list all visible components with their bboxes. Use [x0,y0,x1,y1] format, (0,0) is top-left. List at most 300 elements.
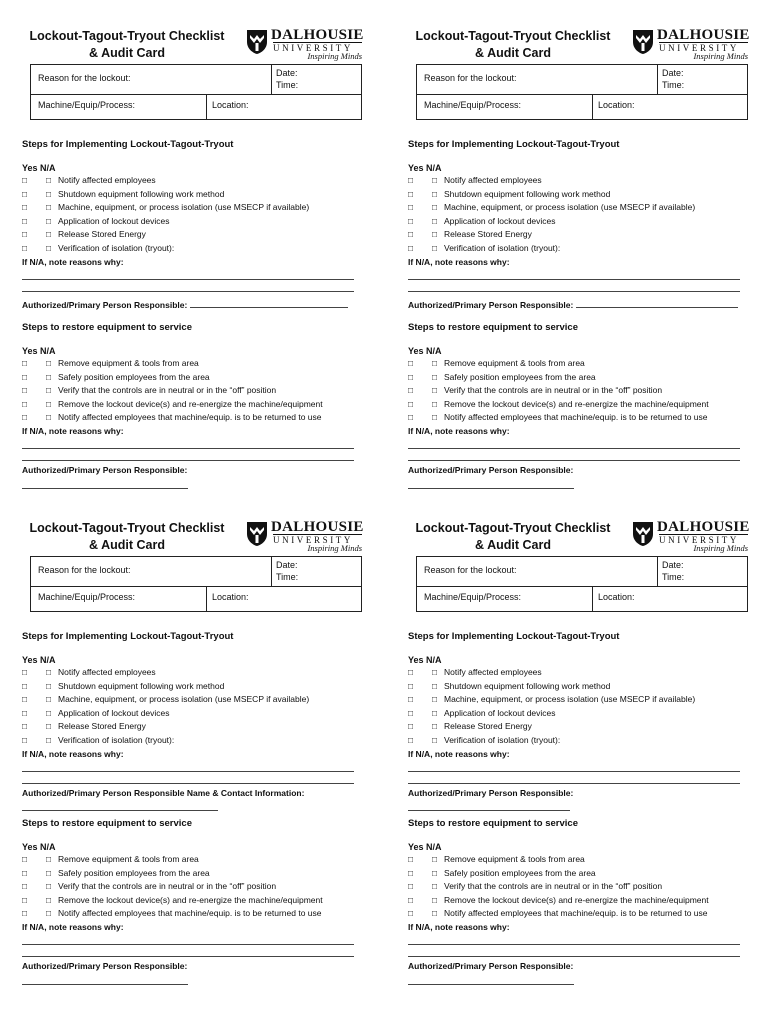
signature-line[interactable] [408,810,570,811]
yes-checkbox[interactable]: □ [22,734,28,745]
restore-section [408,322,748,489]
na-checkbox[interactable]: □ [46,229,52,240]
lockout-info-box [30,64,362,120]
logo-tagline: Inspiring Minds [693,51,748,61]
na-checkbox[interactable]: □ [46,188,52,199]
authorized-label-text: Authorized/Primary Person Responsible: [408,299,574,310]
na-checkbox[interactable]: □ [46,881,52,892]
step-text: Machine, equipment, or process isolation (use MSECP if available) [58,202,310,213]
step-text: Release Stored Energy [444,229,532,240]
checklist-item [408,174,748,188]
restore-heading: Steps to restore equipment to service [22,322,192,333]
yes-checkbox[interactable]: □ [408,894,414,905]
na-checkbox[interactable]: □ [46,667,52,677]
na-checkbox[interactable]: □ [432,721,438,732]
logo-university: UNIVERSITY [659,534,748,545]
machine-field[interactable] [424,100,521,110]
reason-line[interactable] [408,944,740,945]
na-reasons-label: If N/A, note reasons why: [22,748,124,759]
step-text: Machine, equipment, or process isolation (use MSECP if available) [444,694,696,705]
restore-section [408,818,748,985]
na-checkbox[interactable]: □ [46,412,52,423]
yes-checkbox[interactable]: □ [22,707,28,718]
checklist-item [408,680,748,694]
na-checkbox[interactable]: □ [432,680,438,691]
step-text: Verify that the controls are in neutral or in the “off” position [58,385,277,396]
step-text: Remove equipment & tools from area [58,358,199,368]
authorized-label: Authorized/Primary Person Responsible: [22,960,188,971]
na-checkbox[interactable]: □ [432,894,438,905]
na-checkbox[interactable]: □ [46,175,52,185]
checklist-item [408,894,748,908]
signature-line[interactable] [190,298,348,308]
signature-line[interactable] [408,984,574,985]
checklist-item [22,384,362,398]
na-checkbox[interactable]: □ [432,734,438,745]
yes-checkbox[interactable]: □ [408,385,414,396]
machine-field[interactable] [38,100,135,110]
university-logo [246,520,362,552]
step-text: Release Stored Energy [444,721,532,732]
authorized-contact-label: Authorized/Primary Person Responsible Name & Contact Information: [22,787,305,798]
na-checkbox[interactable]: □ [46,371,52,382]
machine-field[interactable] [424,592,521,602]
na-checkbox[interactable]: □ [432,175,438,185]
yes-checkbox[interactable]: □ [408,412,414,423]
checklist-item [22,188,362,202]
step-text: Notify affected employees that machine/equip. is to be returned to use [58,412,322,423]
time-label: Time: [276,80,299,90]
university-shield-icon [632,29,654,55]
reason-line[interactable] [22,956,354,957]
authorized-label: Authorized/Primary Person Responsible: [408,960,574,971]
step-text: Verification of isolation (tryout): [58,242,175,253]
yes-checkbox[interactable]: □ [408,881,414,892]
checklist-item [22,894,362,908]
checklist-item [408,907,748,921]
location-label: Location: [598,592,635,602]
checklist-item [22,680,362,694]
yes-checkbox[interactable]: □ [22,908,28,919]
step-text: Verification of isolation (tryout): [58,734,175,745]
reason-label: Reason for the lockout: [38,73,131,83]
reason-label: Reason for the lockout: [38,565,131,575]
step-text: Safely position employees from the area [444,867,596,878]
title-line-1: Lockout-Tagout-Tryout Checklist [415,521,611,535]
yes-checkbox[interactable]: □ [22,188,28,199]
date-label: Date: [276,68,298,78]
na-checkbox[interactable]: □ [46,867,52,878]
na-reasons-label: If N/A, note reasons why: [22,425,124,436]
yes-na-header: Yes N/A [408,655,442,665]
card-title [408,520,618,554]
logo-university: UNIVERSITY [273,42,362,53]
na-checkbox[interactable]: □ [46,215,52,226]
date-time-field[interactable] [276,559,298,583]
na-checkbox[interactable]: □ [432,867,438,878]
step-text: Release Stored Energy [58,229,146,240]
na-checkbox[interactable]: □ [432,242,438,253]
date-time-field[interactable] [276,67,298,91]
audit-card [408,520,748,1000]
na-checkbox[interactable]: □ [46,202,52,213]
logo-name: DALHOUSIE [657,27,750,43]
lockout-info-box [30,556,362,612]
restore-heading: Steps to restore equipment to service [408,818,578,829]
yes-checkbox[interactable]: □ [22,867,28,878]
step-text: Notify affected employees [444,667,542,677]
na-checkbox[interactable]: □ [46,358,52,368]
step-text: Machine, equipment, or process isolation (use MSECP if available) [444,202,696,213]
checklist-item [408,411,748,425]
university-shield-icon [246,521,268,547]
date-label: Date: [662,560,684,570]
authorized-label: Authorized/Primary Person Responsible: [22,464,188,475]
yes-checkbox[interactable]: □ [22,398,28,409]
na-checkbox[interactable]: □ [46,721,52,732]
yes-checkbox[interactable]: □ [408,667,414,677]
reason-line[interactable] [22,783,354,784]
card-title [22,28,232,62]
reason-line[interactable] [408,291,740,292]
location-label: Location: [598,100,635,110]
machine-label: Machine/Equip/Process: [38,592,136,602]
university-logo [632,28,748,60]
step-text: Application of lockout devices [444,215,556,226]
reason-line[interactable] [408,279,740,280]
reason-field[interactable] [38,565,131,575]
reason-line[interactable] [408,956,740,957]
reason-field[interactable] [424,565,517,575]
yes-checkbox[interactable]: □ [408,398,414,409]
yes-checkbox[interactable]: □ [22,215,28,226]
yes-checkbox[interactable]: □ [22,854,28,864]
checklist-item [22,880,362,894]
implementation-section [408,631,748,811]
checklist-item [22,411,362,425]
na-checkbox[interactable]: □ [432,881,438,892]
restore-heading: Steps to restore equipment to service [408,322,578,333]
reason-field[interactable] [424,73,517,83]
checklist-item [22,720,362,734]
yes-checkbox[interactable]: □ [408,202,414,213]
na-checkbox[interactable]: □ [432,854,438,864]
yes-checkbox[interactable]: □ [22,358,28,368]
time-label: Time: [662,572,685,582]
step-text: Verify that the controls are in neutral or in the “off” position [444,385,663,396]
na-checkbox[interactable]: □ [432,398,438,409]
implementation-section [22,139,362,310]
na-checkbox[interactable]: □ [432,371,438,382]
reason-line[interactable] [408,460,740,461]
title-line-1: Lockout-Tagout-Tryout Checklist [29,29,225,43]
signature-line[interactable] [22,488,188,489]
reason-label: Reason for the lockout: [424,73,517,83]
checklist-item [22,867,362,881]
checklist-item [22,242,362,256]
step-text: Remove equipment & tools from area [444,358,585,368]
implementation-section [408,139,748,310]
yes-checkbox[interactable]: □ [408,229,414,240]
yes-checkbox[interactable]: □ [22,721,28,732]
yes-checkbox[interactable]: □ [22,667,28,677]
card-title [22,520,232,554]
audit-card [408,28,748,508]
yes-checkbox[interactable]: □ [408,215,414,226]
logo-tagline: Inspiring Minds [693,543,748,553]
na-checkbox[interactable]: □ [432,667,438,677]
university-logo [246,28,362,60]
step-text: Notify affected employees [58,175,156,185]
signature-line[interactable] [576,298,738,308]
logo-university: UNIVERSITY [659,42,748,53]
step-text: Verification of isolation (tryout): [444,734,561,745]
university-shield-icon [246,29,268,55]
location-field[interactable] [212,592,249,602]
restore-heading: Steps to restore equipment to service [22,818,192,829]
yes-checkbox[interactable]: □ [408,175,414,185]
step-text: Notify affected employees that machine/equip. is to be returned to use [444,908,708,919]
step-text: Remove the lockout device(s) and re-energize the machine/equipment [444,398,709,409]
checklist-item [408,734,748,748]
step-text: Release Stored Energy [58,721,146,732]
yes-na-header: Yes N/A [408,163,442,173]
yes-checkbox[interactable]: □ [408,908,414,919]
na-checkbox[interactable]: □ [432,707,438,718]
location-field[interactable] [212,100,249,110]
audit-card [22,520,362,1000]
implementation-heading: Steps for Implementing Lockout-Tagout-Tryout [408,139,620,150]
implementation-heading: Steps for Implementing Lockout-Tagout-Tryout [408,631,620,642]
yes-na-header: Yes N/A [408,346,442,356]
step-text: Shutdown equipment following work method [58,188,225,199]
yes-checkbox[interactable]: □ [408,867,414,878]
yes-checkbox[interactable]: □ [22,202,28,213]
na-checkbox[interactable]: □ [432,202,438,213]
reason-line[interactable] [22,291,354,292]
checklist-item [408,357,748,371]
title-line-2: & Audit Card [89,538,165,552]
step-text: Remove equipment & tools from area [58,854,199,864]
checklist-item [408,666,748,680]
yes-checkbox[interactable]: □ [408,707,414,718]
signature-line[interactable] [408,488,574,489]
checklist-item [22,907,362,921]
machine-label: Machine/Equip/Process: [424,592,522,602]
checklist-item [408,693,748,707]
checklist-item [408,398,748,412]
title-line-2: & Audit Card [89,46,165,60]
step-text: Application of lockout devices [58,707,170,718]
step-text: Shutdown equipment following work method [58,680,225,691]
na-checkbox[interactable]: □ [46,894,52,905]
location-label: Location: [212,100,249,110]
checklist-item [408,242,748,256]
checklist-item [22,707,362,721]
yes-checkbox[interactable]: □ [22,175,28,185]
checklist-item [408,853,748,867]
logo-name: DALHOUSIE [657,519,750,535]
yes-checkbox[interactable]: □ [408,188,414,199]
implementation-heading: Steps for Implementing Lockout-Tagout-Tryout [22,139,234,150]
university-shield-icon [632,521,654,547]
yes-checkbox[interactable]: □ [22,680,28,691]
checklist-item [22,174,362,188]
reason-line[interactable] [408,771,740,772]
yes-checkbox[interactable]: □ [408,694,414,705]
restore-section [22,818,362,985]
na-checkbox[interactable]: □ [46,242,52,253]
reason-line[interactable] [22,279,354,280]
location-field[interactable] [598,592,635,602]
reason-label: Reason for the lockout: [424,565,517,575]
step-text: Remove the lockout device(s) and re-energize the machine/equipment [58,894,323,905]
step-text: Notify affected employees [444,175,542,185]
lockout-info-box [416,556,748,612]
checklist-item [22,693,362,707]
checklist-item [22,357,362,371]
step-text: Safely position employees from the area [58,867,210,878]
lockout-info-box [416,64,748,120]
na-checkbox[interactable]: □ [432,215,438,226]
yes-checkbox[interactable]: □ [408,721,414,732]
logo-name: DALHOUSIE [271,519,364,535]
authorized-label [22,298,362,310]
machine-label: Machine/Equip/Process: [424,100,522,110]
step-text: Application of lockout devices [444,707,556,718]
logo-tagline: Inspiring Minds [307,51,362,61]
yes-checkbox[interactable]: □ [22,242,28,253]
reason-line[interactable] [408,448,740,449]
step-text: Verify that the controls are in neutral or in the “off” position [58,881,277,892]
date-label: Date: [276,560,298,570]
yes-checkbox[interactable]: □ [408,854,414,864]
yes-checkbox[interactable]: □ [408,242,414,253]
step-text: Shutdown equipment following work method [444,188,611,199]
location-field[interactable] [598,100,635,110]
yes-na-header: Yes N/A [22,163,56,173]
authorized-label [408,298,748,310]
time-label: Time: [276,572,299,582]
yes-na-header: Yes N/A [22,346,56,356]
checklist-item [408,371,748,385]
step-text: Notify affected employees that machine/equip. is to be returned to use [58,908,322,919]
yes-checkbox[interactable]: □ [22,385,28,396]
step-text: Notify affected employees [58,667,156,677]
reason-line[interactable] [22,448,354,449]
title-line-1: Lockout-Tagout-Tryout Checklist [415,29,611,43]
checklist-item [22,734,362,748]
implementation-section [22,631,362,811]
step-text: Notify affected employees that machine/equip. is to be returned to use [444,412,708,423]
yes-checkbox[interactable]: □ [22,894,28,905]
title-line-2: & Audit Card [475,46,551,60]
na-checkbox[interactable]: □ [432,358,438,368]
step-text: Safely position employees from the area [58,371,210,382]
na-checkbox[interactable]: □ [46,694,52,705]
step-text: Machine, equipment, or process isolation (use MSECP if available) [58,694,310,705]
step-text: Verify that the controls are in neutral or in the “off” position [444,881,663,892]
na-checkbox[interactable]: □ [432,229,438,240]
checklist-item [22,215,362,229]
yes-checkbox[interactable]: □ [408,358,414,368]
na-checkbox[interactable]: □ [46,734,52,745]
date-label: Date: [662,68,684,78]
na-checkbox[interactable]: □ [432,412,438,423]
na-checkbox[interactable]: □ [432,385,438,396]
na-reasons-label: If N/A, note reasons why: [408,748,510,759]
na-reasons-label: If N/A, note reasons why: [408,256,510,267]
location-label: Location: [212,592,249,602]
step-text: Safely position employees from the area [444,371,596,382]
checklist-item [22,666,362,680]
signature-line[interactable] [22,810,218,811]
reason-field[interactable] [38,73,131,83]
checklist-item [408,720,748,734]
checklist-item [408,228,748,242]
checklist-item [22,853,362,867]
na-checkbox[interactable]: □ [46,908,52,919]
na-checkbox[interactable]: □ [46,398,52,409]
yes-na-header: Yes N/A [408,842,442,852]
step-text: Application of lockout devices [58,215,170,226]
date-time-field[interactable] [662,559,684,583]
reason-line[interactable] [22,944,354,945]
checklist-item [408,188,748,202]
step-text: Remove the lockout device(s) and re-energize the machine/equipment [444,894,709,905]
yes-checkbox[interactable]: □ [22,694,28,705]
na-checkbox[interactable]: □ [432,188,438,199]
yes-na-header: Yes N/A [22,842,56,852]
reason-line[interactable] [22,771,354,772]
yes-na-header: Yes N/A [22,655,56,665]
yes-checkbox[interactable]: □ [22,881,28,892]
na-checkbox[interactable]: □ [46,854,52,864]
step-text: Remove equipment & tools from area [444,854,585,864]
machine-field[interactable] [38,592,135,602]
yes-checkbox[interactable]: □ [408,734,414,745]
na-checkbox[interactable]: □ [46,680,52,691]
checklist-item [408,384,748,398]
reason-line[interactable] [22,460,354,461]
yes-checkbox[interactable]: □ [22,229,28,240]
checklist-item [22,371,362,385]
checklist-item [22,201,362,215]
na-checkbox[interactable]: □ [46,707,52,718]
logo-tagline: Inspiring Minds [307,543,362,553]
yes-checkbox[interactable]: □ [22,412,28,423]
title-line-2: & Audit Card [475,538,551,552]
na-checkbox[interactable]: □ [432,908,438,919]
na-reasons-label: If N/A, note reasons why: [408,921,510,932]
reason-line[interactable] [408,783,740,784]
yes-checkbox[interactable]: □ [22,371,28,382]
checklist-item [22,228,362,242]
checklist-item [408,215,748,229]
date-time-field[interactable] [662,67,684,91]
logo-name: DALHOUSIE [271,27,364,43]
yes-checkbox[interactable]: □ [408,680,414,691]
na-checkbox[interactable]: □ [46,385,52,396]
yes-checkbox[interactable]: □ [408,371,414,382]
authorized-label: Authorized/Primary Person Responsible: [408,464,574,475]
implementation-heading: Steps for Implementing Lockout-Tagout-Tryout [22,631,234,642]
checklist-item [408,880,748,894]
authorized-label: Authorized/Primary Person Responsible: [408,787,574,798]
signature-line[interactable] [22,984,188,985]
title-line-1: Lockout-Tagout-Tryout Checklist [29,521,225,535]
na-checkbox[interactable]: □ [432,694,438,705]
